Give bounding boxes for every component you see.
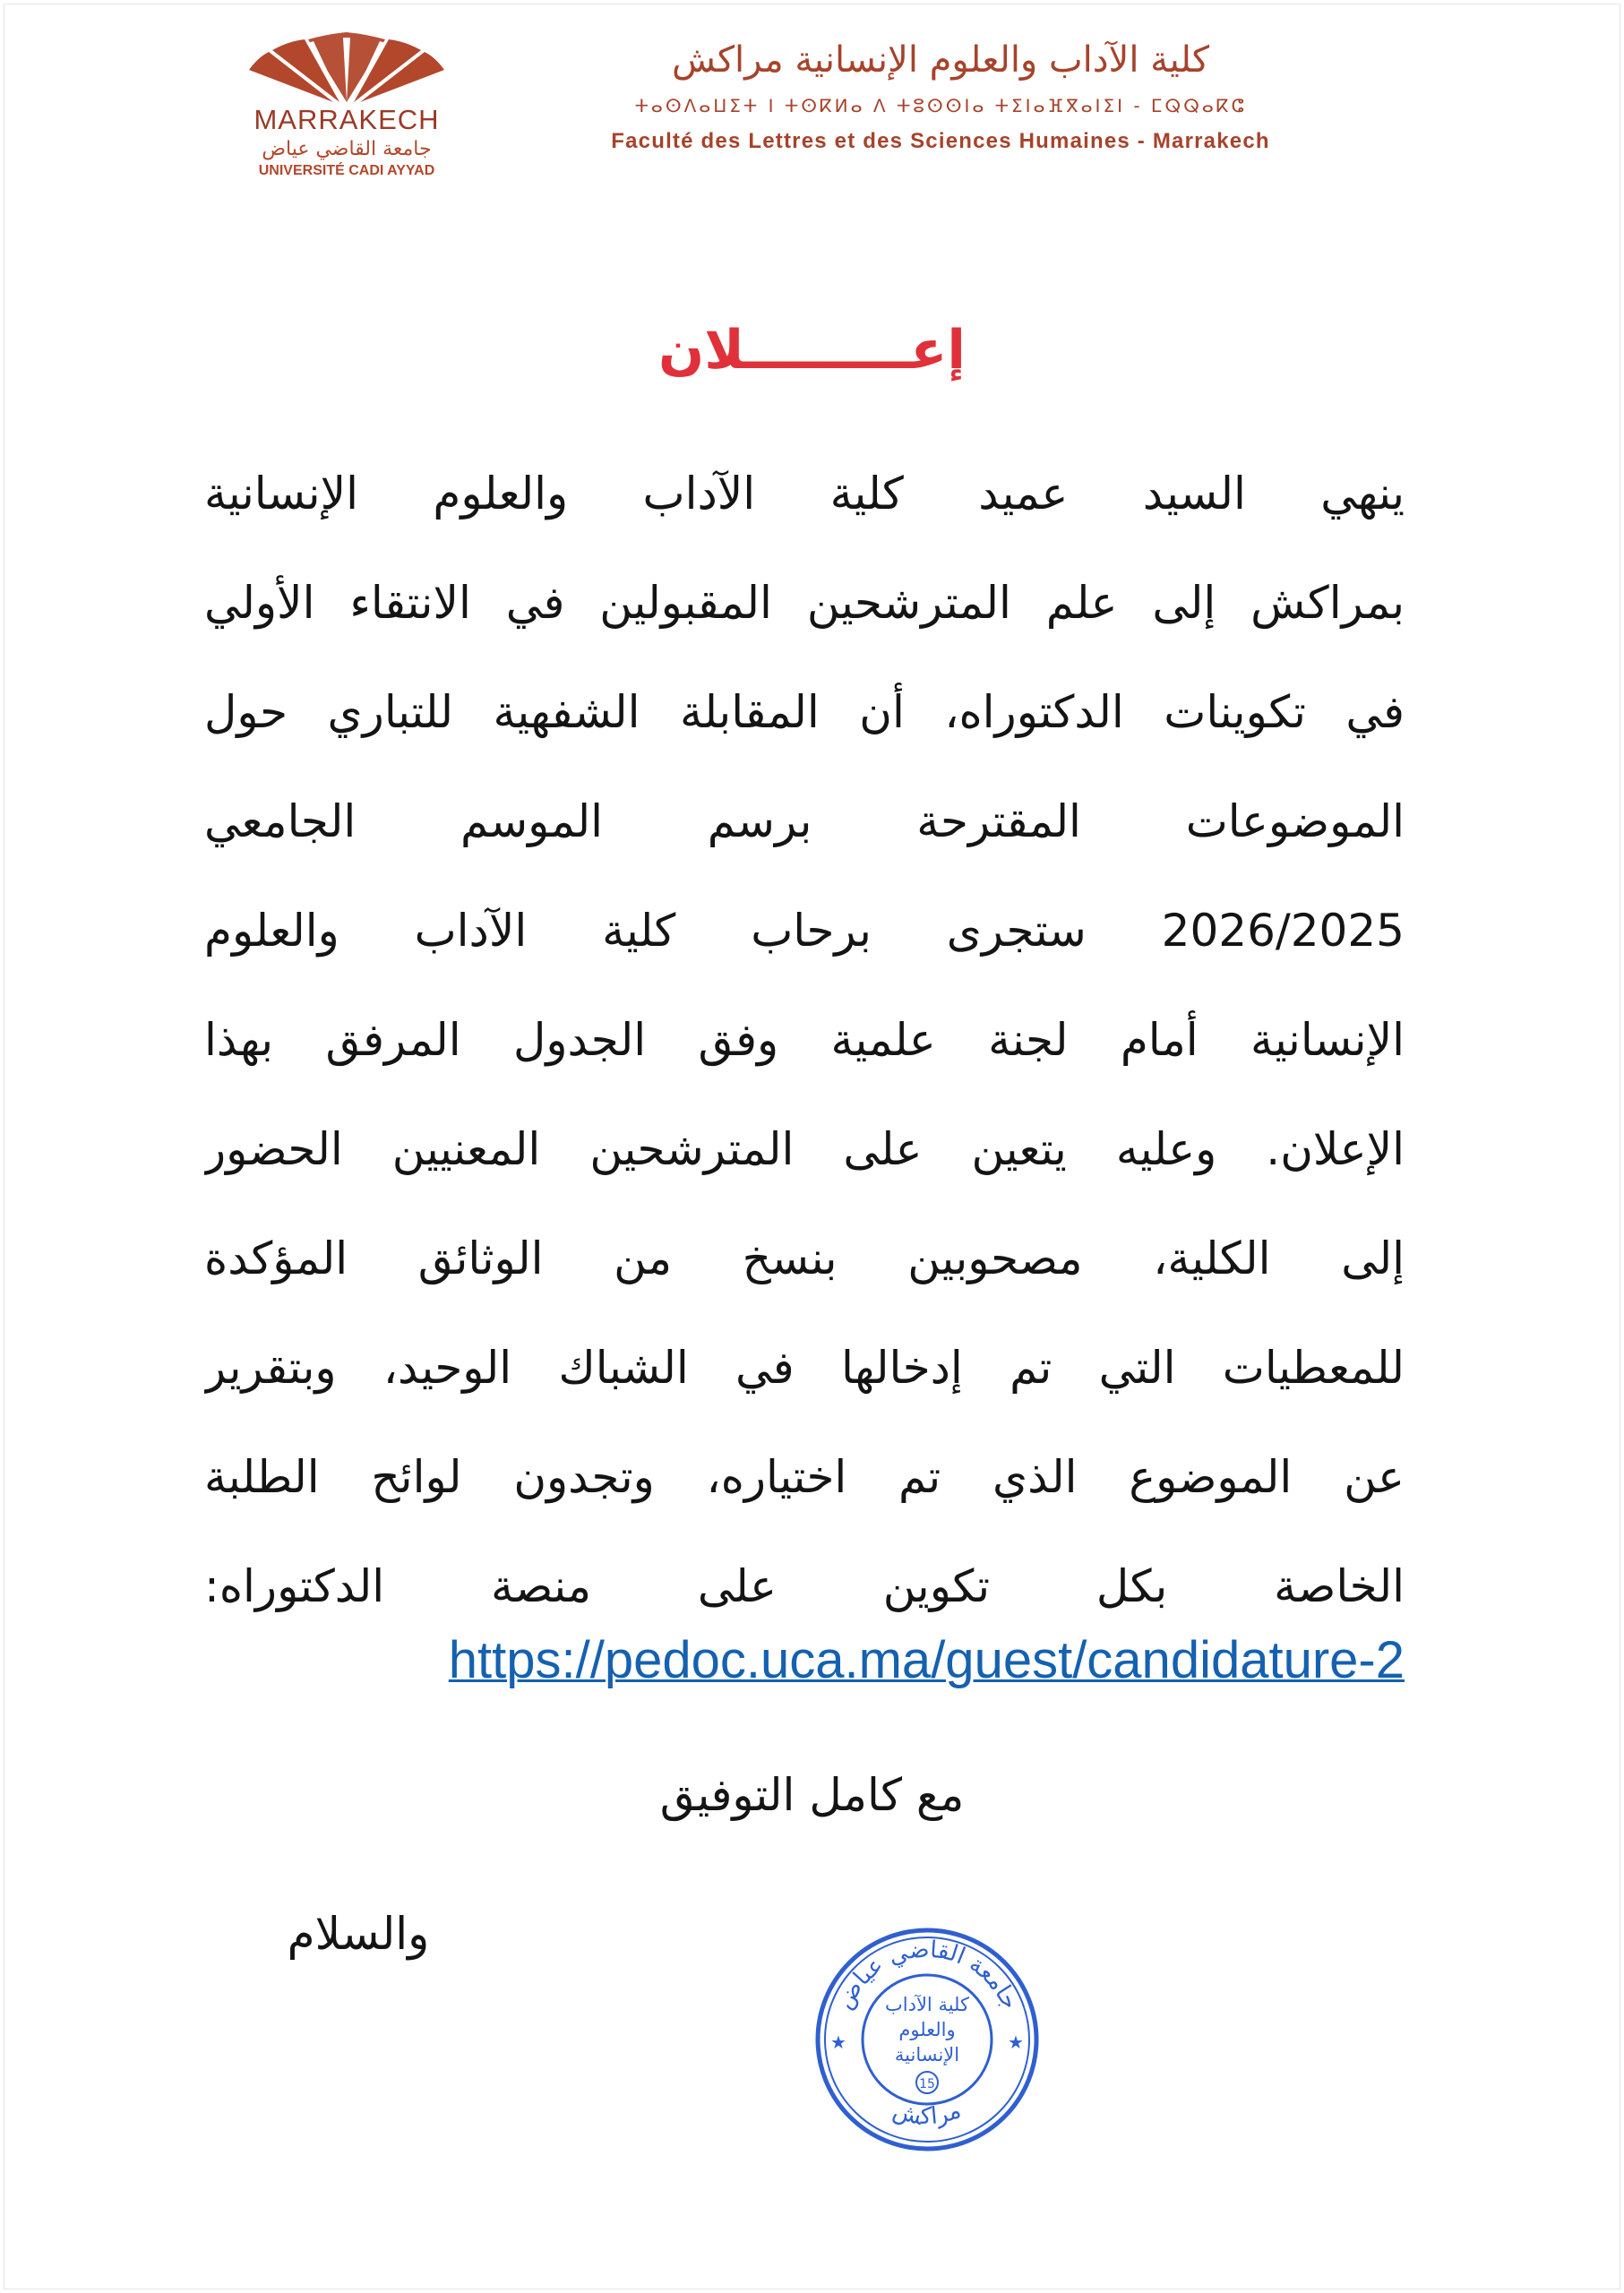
letterhead (0, 0, 1624, 188)
star-icon: ★ (1008, 2031, 1024, 2053)
faculty-name-arabic: كلية الآداب والعلوم الإنسانية مراكش (672, 39, 1209, 81)
announcement-title: إعـــــــــلان (658, 319, 966, 382)
stamp-center-line: الإنسانية (894, 2044, 960, 2065)
stamp-center-line: كلية الآداب (885, 1994, 969, 2015)
stamp-number: 15 (919, 2077, 935, 2091)
body-line: بمراكش إلى علم المترشحين المقبولين في الانتقاء الأولي (204, 577, 1405, 629)
university-logo (235, 32, 459, 180)
body-line: 2026/2025 ستجرى برحاب كلية الآداب والعلوم (204, 905, 1405, 957)
logo-university-french: UNIVERSITÉ CADI AYYAD (258, 163, 435, 178)
body-line: ينهي السيد عميد كلية الآداب والعلوم الإنسانية (204, 468, 1405, 520)
stamp-center-line: والعلوم (898, 2019, 956, 2040)
link-row (204, 1630, 1405, 1690)
body-line: في تكوينات الدكتوراه، أن المقابلة الشفهية للتباري حول (204, 686, 1405, 738)
stamp-ring-top: جامعة القاضي عياض (830, 1936, 1024, 2014)
announcement-body (204, 439, 1405, 1641)
star-icon: ★ (830, 2031, 846, 2053)
logo-city-name: MARRAKECH (253, 104, 440, 135)
stamp-ring-bottom: مراكش (889, 2096, 965, 2131)
body-line: الإنسانية أمام لجنة علمية وفق الجدول المرفق بهذا (204, 1014, 1405, 1066)
doctorate-platform-link[interactable]: https://pedoc.uca.ma/guest/candidature-2 (448, 1631, 1405, 1689)
official-stamp (811, 1921, 1044, 2159)
body-line: إلى الكلية، مصحوبين بنسخ من الوثائق المؤكدة (204, 1232, 1405, 1284)
body-line: الإعلان. وعليه يتعين على المترشحين المعنيين الحضور (204, 1123, 1405, 1175)
faculty-name-tifinagh: ⵜⴰⵙⴷⴰⵡⵉⵜ ⵏ ⵜⵙⴽⵍⴰ ⴷ ⵜⵓⵙⵙⵏⴰ ⵜⵉⵏⴰⴼⴳⴰⵏⵉⵏ - ⵎⵕⵕⴰⴽⵛ (634, 95, 1247, 116)
closing-wishes: مع كامل التوفيق (659, 1769, 965, 1821)
body-line: الموضوعات المقترحة برسم الموسم الجامعي (204, 795, 1405, 847)
body-line: للمعطيات التي تم إدخالها في الشباك الوحيد، وبتقرير (204, 1342, 1405, 1394)
fan-emblem-icon (245, 32, 448, 104)
signoff: والسلام (287, 1908, 430, 1960)
body-line: الخاصة بكل تكوين على منصة الدكتوراه: (204, 1560, 1405, 1612)
faculty-name-french: Faculté des Lettres et des Sciences Humaines - Marrakech (611, 129, 1270, 153)
body-line: عن الموضوع الذي تم اختياره، وتجدون لوائح الطلبة (204, 1451, 1405, 1503)
logo-university-arabic: جامعة القاضي عياض (262, 138, 432, 160)
